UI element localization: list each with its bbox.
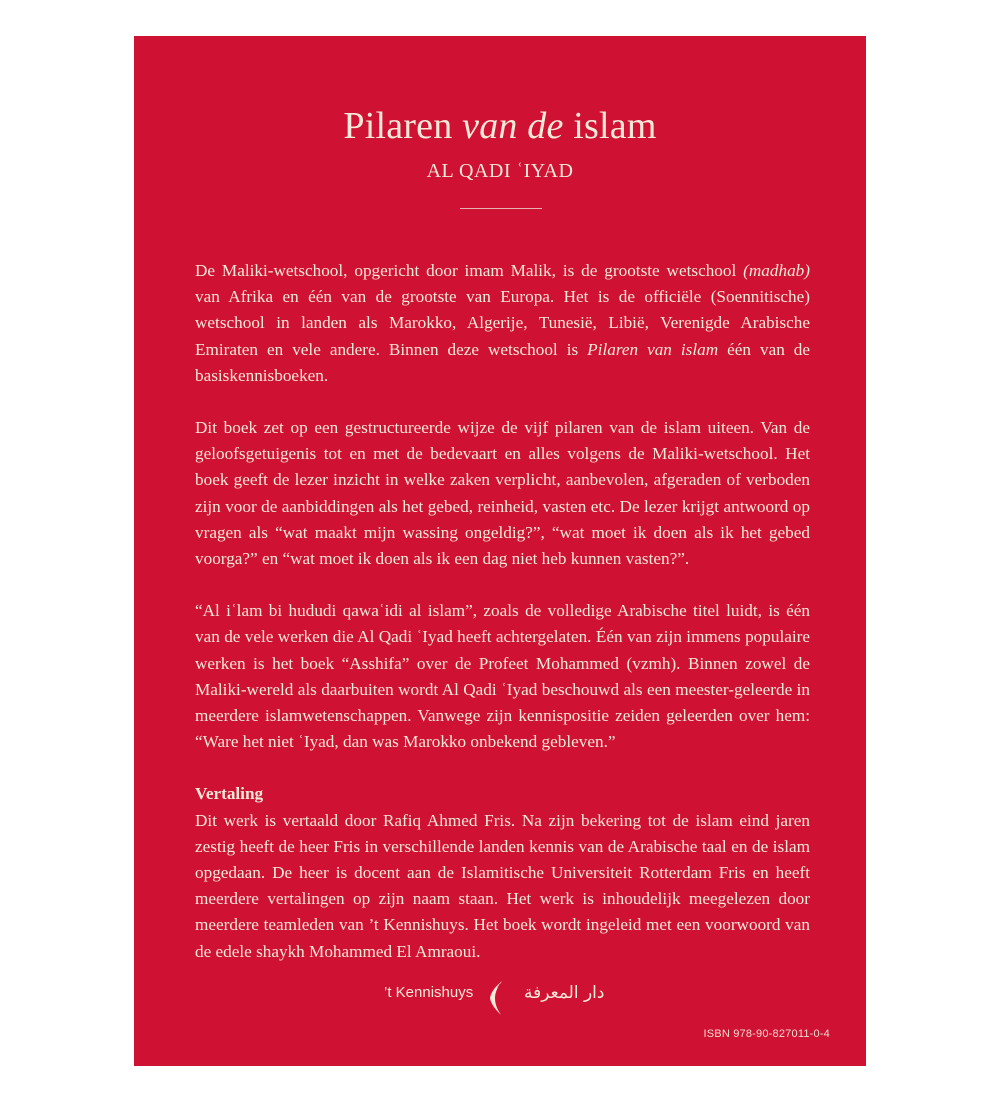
title-divider bbox=[460, 208, 542, 209]
paragraph-author: “Al iʿlam bi hududi qawaʿidi al islam”, zoals de volledige Arabische titel luidt, is één van de vele werken die Al Qadi ʿIyad heeft achtergelaten. Één van zijn immens populaire werken is het boek “Asshifa” over de Profeet Mohammed (vzmh). Binnen zowel de Maliki-wereld als daarbuiten wordt Al Qadi ʿIyad beschouwd als een meester-geleerde in meerdere islamwetenschappen. Vanwege zijn kennispositie zeiden geleerden over hem: “Ware het niet ʿIyad, dan was Marokko onbekend gebleven.” bbox=[195, 601, 810, 752]
vertaling-heading: Vertaling bbox=[195, 784, 264, 804]
quill-mark-icon bbox=[486, 980, 508, 1021]
title-part-2: van de bbox=[462, 105, 564, 147]
publisher-logos bbox=[134, 980, 866, 1016]
p1-a: De Maliki-wetschool, opgericht door imam Malik, is de grootste wetschool bbox=[195, 261, 744, 280]
title-part-3: islam bbox=[563, 105, 657, 147]
publisher-name-latin: ’t Kennishuys bbox=[384, 984, 474, 1001]
book-title bbox=[134, 104, 866, 148]
publisher-name-arabic: دار المعرفة bbox=[524, 983, 605, 1003]
back-cover bbox=[134, 36, 866, 1066]
p1-d: Pilaren van islam bbox=[587, 339, 719, 359]
translation-text: Dit werk is vertaald door Rafiq Ahmed Fris. Na zijn bekering tot de islam eind jaren zestig heeft de heer Fris in verschillende landen kennis van de Arabische taal en de islam opgedaan. De heer is docent aan de Islamitische Universiteit Rotterdam Fris en heeft meerdere vertalingen op zijn naam staan. Het werk is inhoudelijk meegelezen door meerdere teamleden van ’t Kennishuys. Het boek wordt ingeleid met een voorwoord van de edele shaykh Mohammed El Amraoui. bbox=[195, 810, 810, 961]
p1-b: (madhab) bbox=[743, 261, 810, 280]
paragraph-intro bbox=[195, 258, 810, 389]
author-name: AL QADI ʿIYAD bbox=[426, 160, 574, 182]
paragraph-translation bbox=[195, 781, 810, 964]
p1-e: één van de basiskennisboeken. bbox=[195, 339, 811, 385]
isbn-number: ISBN 978-90-827011-0-4 bbox=[703, 1028, 830, 1040]
paragraph-content: Dit boek zet op een gestructureerde wijze de vijf pilaren van de islam uiteen. Van de geloofsgetuigenis tot en met de bedevaart en alles volgens de Maliki-wetschool. Het boek geeft de lezer inzicht in welke zaken verplicht, aanbevolen, afgeraden of verboden zijn voor de aanbiddingen als het gebed, reinheid, vasten etc. De lezer krijgt antwoord op vragen als “wat maakt mijn wassing ongeldig?”, “wat moet ik doen als ik het gebed voorga?” en “wat moet ik doen als ik een dag niet heb kunnen vasten?”. bbox=[195, 418, 810, 569]
blurb-text bbox=[195, 258, 810, 965]
title-part-1: Pilaren bbox=[343, 105, 463, 147]
p1-c: van Afrika en één van de grootste van Europa. Het is de officiële (Soennitische) wetschool in landen als Marokko, Algerije, Tunesië, Libië, Verenigde Arabische Emiraten en vele andere. Binnen deze wetschool is bbox=[195, 287, 810, 359]
